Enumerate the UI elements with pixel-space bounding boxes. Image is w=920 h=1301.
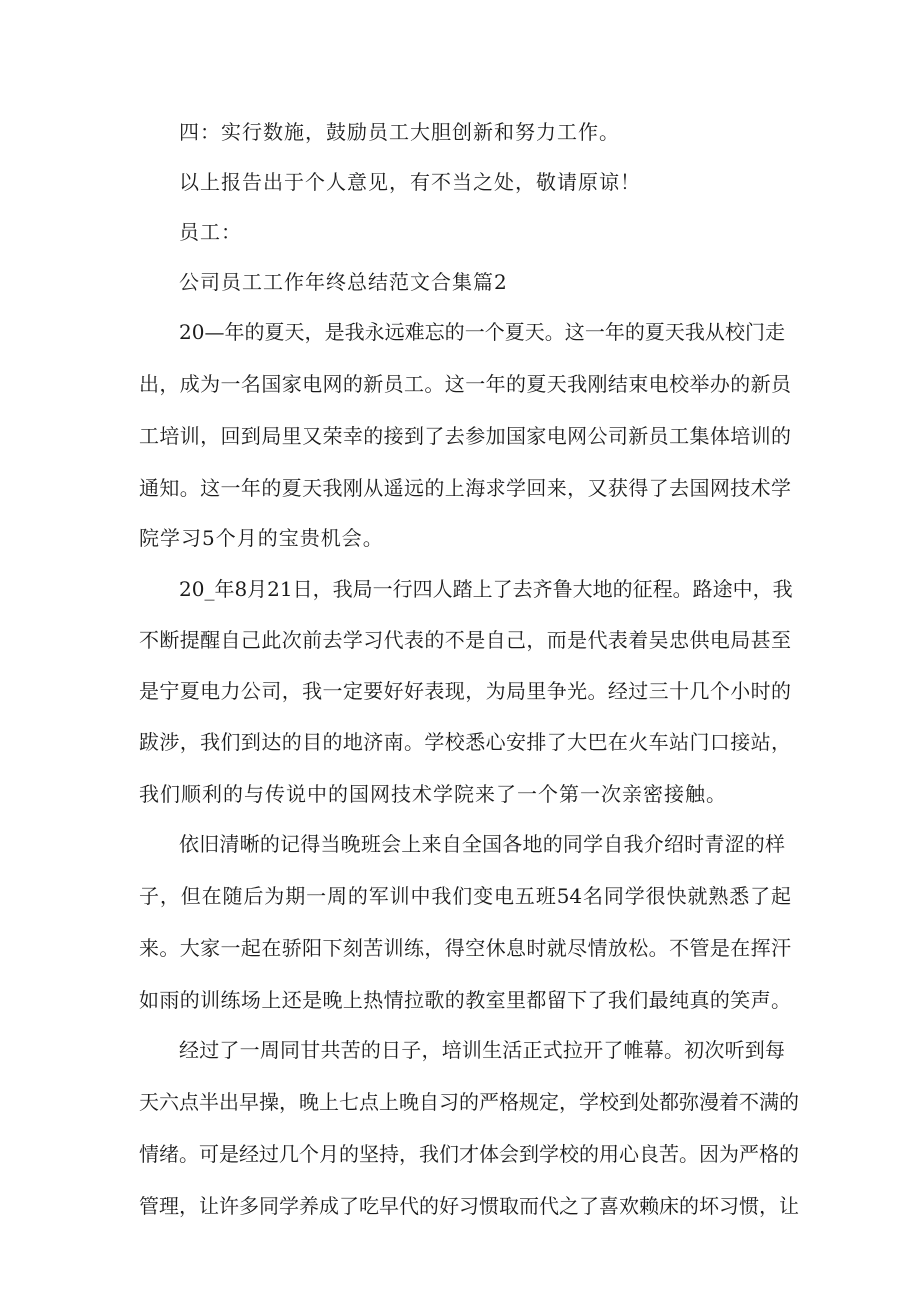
text-line: 院学习5个月的宝贵机会。 [139, 526, 384, 550]
text-line: 我们顺利的与传说中的国网技术学院来了一个第一次亲密接触。 [139, 782, 727, 806]
text-line: 依旧清晰的记得当晚班会上来自全国各地的同学自我介绍时青涩的样 [179, 832, 785, 856]
text-line: 经过了一周同甘共苦的日子，培训生活正式拉开了帷幕。初次听到每 [179, 1038, 785, 1062]
text-line: 四：实行数施，鼓励员工大胆创新和努力工作。 [179, 120, 620, 144]
text-line: 以上报告出于个人意见，有不当之处，敬请原谅！ [179, 170, 641, 194]
text-line: 跋涉，我们到达的目的地济南。学校悉心安排了大巴在火车站门口接站， [139, 730, 791, 754]
section-heading: 公司员工工作年终总结范文合集篇2 [179, 270, 508, 294]
text-line: 员工： [179, 220, 242, 244]
text-line: 20—年的夏天，是我永远难忘的一个夏天。这一年的夏天我从校门走 [179, 320, 785, 344]
text-line: 工培训，回到局里又荣幸的接到了去参加国家电网公司新员工集体培训的 [139, 424, 791, 448]
text-line: 来。大家一起在骄阳下刻苦训练，得空休息时就尽情放松。不管是在挥汗 [139, 936, 791, 960]
text-line: 如雨的训练场上还是晚上热情拉歌的教室里都留下了我们最纯真的笑声。 [139, 988, 791, 1012]
text-line: 子，但在随后为期一周的军训中我们变电五班54名同学很快就熟悉了起 [139, 884, 791, 908]
text-line: 20_年8月21日，我局一行四人踏上了去齐鲁大地的征程。路途中，我 [179, 577, 793, 601]
text-line: 天六点半出早操，晚上七点上晚自习的严格规定，学校到处都弥漫着不满的 [139, 1090, 799, 1114]
text-line: 情绪。可是经过几个月的坚持，我们才体会到学校的用心良苦。因为严格的 [139, 1142, 799, 1166]
text-line: 出，成为一名国家电网的新员工。这一年的夏天我刚结束电校举办的新员 [139, 372, 791, 396]
text-line: 通知。这一年的夏天我刚从遥远的上海求学回来，又获得了去国网技术学 [139, 476, 791, 500]
text-line: 是宁夏电力公司，我一定要好好表现，为局里争光。经过三十几个小时的 [139, 679, 791, 703]
text-line: 管理，让许多同学养成了吃早代的好习惯取而代之了喜欢赖床的坏习惯，让 [139, 1194, 799, 1218]
text-line: 不断提醒自己此次前去学习代表的不是自己，而是代表着吴忠供电局甚至 [139, 628, 791, 652]
